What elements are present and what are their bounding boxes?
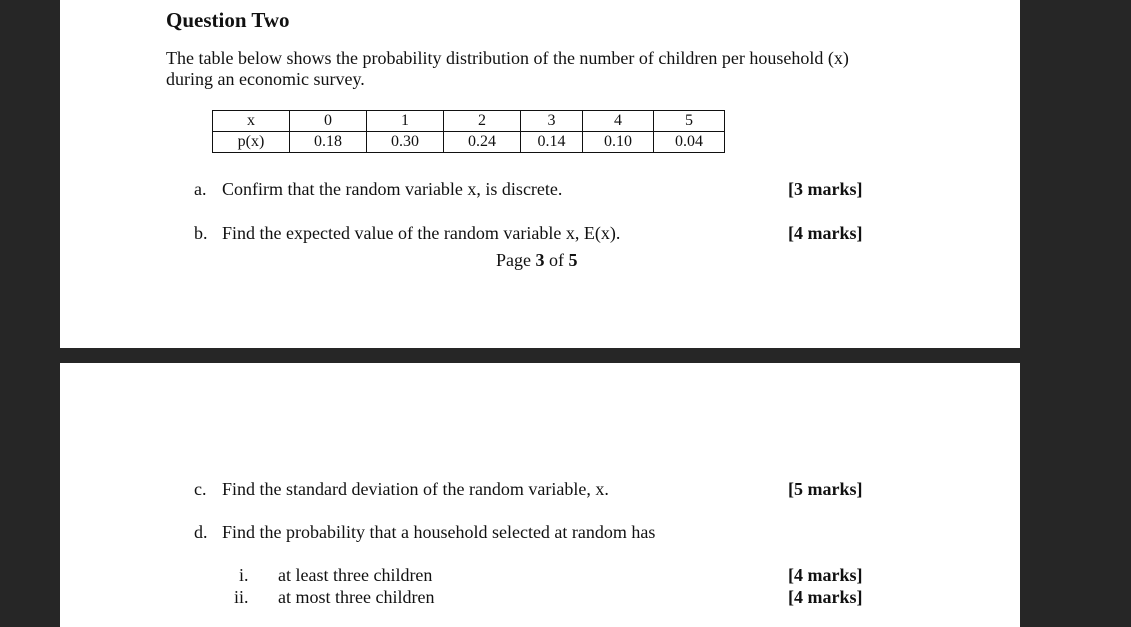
part-d-ii-text: at most three children [278,587,435,607]
part-d-i-marks: [4 marks] [788,565,863,585]
page-footer [496,250,578,271]
part-c-marks: [5 marks] [788,479,863,499]
table-cell-x: 4 [583,111,654,132]
table-cell-p: 0.04 [654,132,725,153]
part-d-label: d. [194,522,208,542]
table-header-x: x [213,111,290,132]
page-3 [60,0,1020,348]
table-cell-p: 0.24 [444,132,521,153]
table-cell-p: 0.18 [290,132,367,153]
part-d-i-label: i. [239,565,249,585]
footer-current-page: 3 [535,250,545,270]
table-cell-x: 5 [654,111,725,132]
question-intro-line-1: The table below shows the probability distribution of the number of children per household (x) [166,48,849,68]
part-b-text: Find the expected value of the random variable x, E(x). [222,223,621,243]
table-cell-x: 3 [521,111,583,132]
part-d-ii-label: ii. [234,587,249,607]
part-d-i-text: at least three children [278,565,433,585]
footer-total-pages: 5 [568,250,578,270]
page-4 [60,363,1020,627]
table-cell-p: 0.30 [367,132,444,153]
table-header-p: p(x) [213,132,290,153]
table-cell-p: 0.10 [583,132,654,153]
part-b-marks: [4 marks] [788,223,863,243]
table-row-p [213,132,725,153]
footer-middle: of [544,250,569,270]
part-c-text: Find the standard deviation of the random variable, x. [222,479,609,499]
part-d-text: Find the probability that a household selected at random has [222,522,656,542]
part-a-text: Confirm that the random variable x, is discrete. [222,179,563,199]
question-title: Question Two [166,8,290,32]
question-intro-line-2: during an economic survey. [166,69,365,89]
part-c-label: c. [194,479,207,499]
table-row-x [213,111,725,132]
probability-distribution-table [212,110,725,153]
table-cell-x: 2 [444,111,521,132]
part-a-marks: [3 marks] [788,179,863,199]
part-d-ii-marks: [4 marks] [788,587,863,607]
part-a-label: a. [194,179,207,199]
table-cell-x: 1 [367,111,444,132]
footer-prefix: Page [496,250,536,270]
table-cell-x: 0 [290,111,367,132]
table-cell-p: 0.14 [521,132,583,153]
part-b-label: b. [194,223,208,243]
